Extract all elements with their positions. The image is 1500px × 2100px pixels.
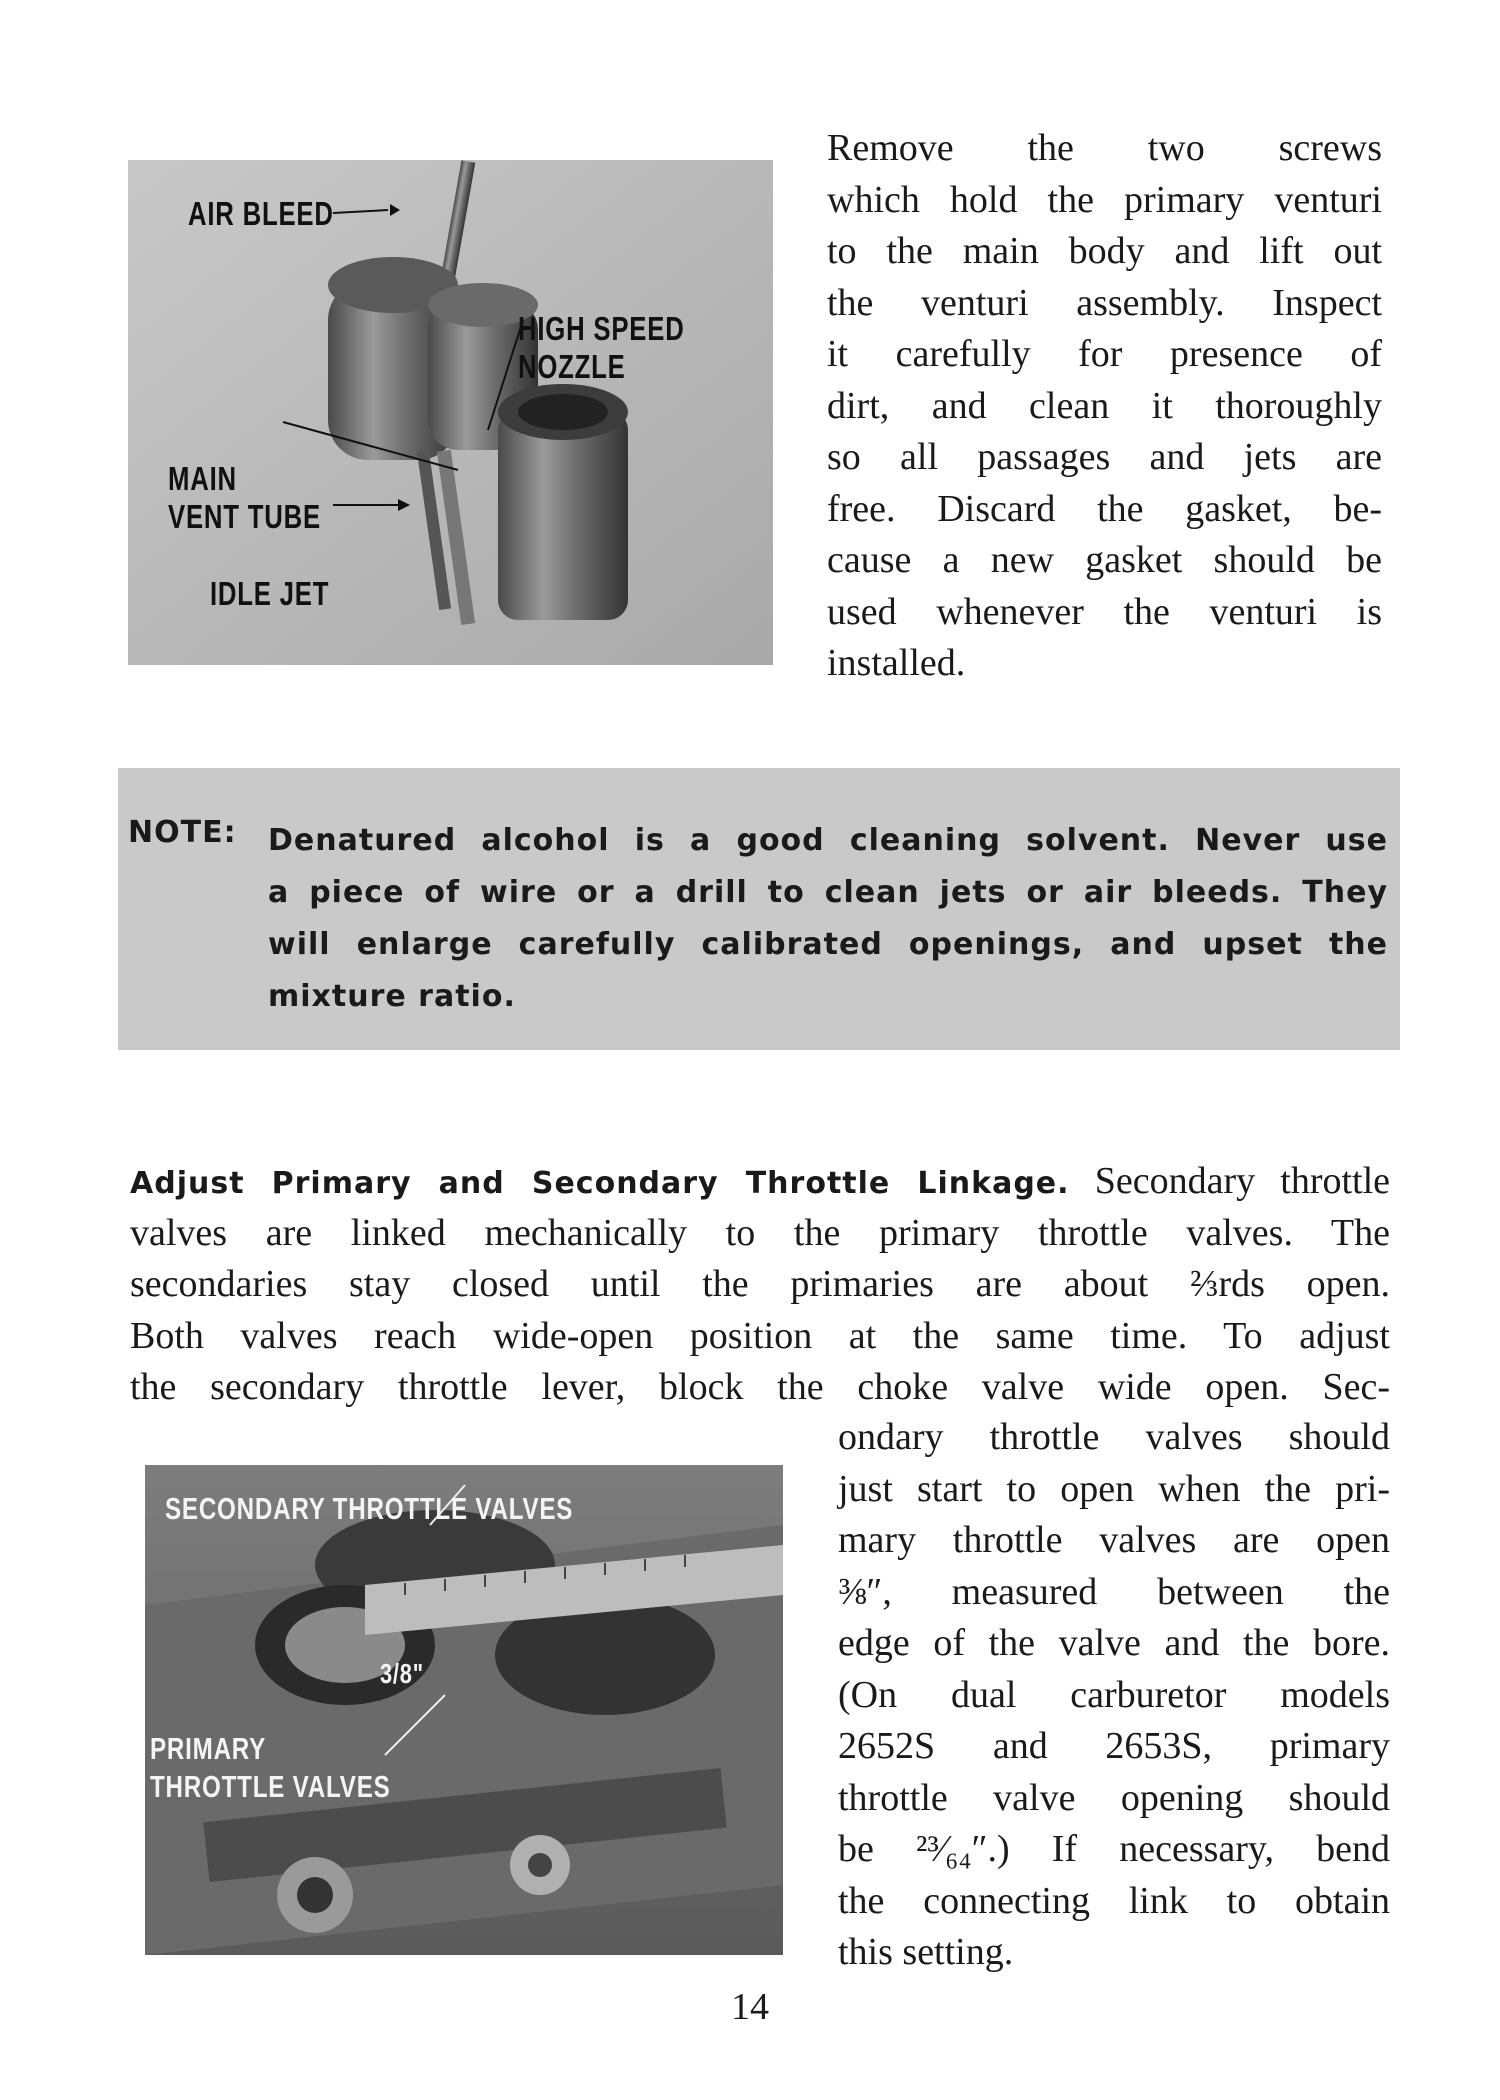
venturi-assembly-photo bbox=[128, 160, 773, 665]
text-line: this setting. bbox=[838, 1931, 1014, 1973]
text-line: ⅜″, measured between the bbox=[838, 1570, 1390, 1613]
venturi-removal-paragraph bbox=[827, 123, 1382, 690]
idle-jet-label: IDLE JET bbox=[210, 575, 330, 612]
text-line bbox=[130, 1156, 1390, 1208]
text-line: valves are linked mechanically to the primary throttle valves. The bbox=[130, 1211, 1390, 1254]
text-line: mary throttle valves are open bbox=[838, 1519, 1390, 1561]
text-line: the secondary throttle lever, block the choke valve wide open. Sec- bbox=[130, 1366, 1390, 1408]
text-line: throttle valve opening should bbox=[838, 1776, 1390, 1819]
section-heading: Adjust Primary and Secondary Throttle Linkage. bbox=[130, 1166, 1070, 1201]
text-line: used whenever the venturi is bbox=[827, 590, 1382, 633]
heading-line-rest: Secondary throttle bbox=[1094, 1160, 1391, 1202]
note-line: will enlarge carefully calibrated openings, and upset the bbox=[268, 927, 1388, 962]
page-number: 14 bbox=[731, 1986, 769, 2028]
high-speed-nozzle-label: HIGH SPEED NOZZLE bbox=[518, 310, 685, 385]
text-line: it carefully for presence of bbox=[827, 333, 1382, 375]
throttle-valves-illustration bbox=[145, 1465, 783, 1955]
text-line: be ²³⁄₆₄″.) If necessary, bend bbox=[838, 1828, 1390, 1870]
air-bleed-label: AIR BLEED bbox=[188, 195, 334, 232]
text-line: installed. bbox=[827, 642, 966, 684]
text-line: 2652S and 2653S, primary bbox=[838, 1725, 1390, 1767]
text-line: just start to open when the pri- bbox=[838, 1467, 1390, 1510]
throttle-valves-photo bbox=[145, 1465, 783, 1955]
throttle-linkage-paragraph bbox=[130, 1156, 1390, 1414]
note-line: mixture ratio. bbox=[268, 979, 516, 1014]
text-line: (On dual carburetor models bbox=[838, 1673, 1390, 1716]
primary-throttle-valves-label: PRIMARY THROTTLE VALVES bbox=[150, 1731, 391, 1804]
text-line: to the main body and lift out bbox=[827, 230, 1382, 272]
text-line: dirt, and clean it thoroughly bbox=[827, 384, 1382, 427]
three-eighths-label: 3/8" bbox=[380, 1658, 424, 1689]
text-line: ondary throttle valves should bbox=[838, 1416, 1390, 1458]
note-line: a piece of wire or a drill to clean jets or air bleeds. They bbox=[268, 875, 1388, 910]
secondary-throttle-valves-label: SECONDARY THROTTLE VALVES bbox=[165, 1491, 574, 1526]
text-line: the venturi assembly. Inspect bbox=[827, 281, 1382, 324]
text-line: the connecting link to obtain bbox=[838, 1879, 1390, 1922]
text-line: free. Discard the gasket, be- bbox=[827, 487, 1382, 530]
text-line: secondaries stay closed until the primaries are about ⅔rds open. bbox=[130, 1263, 1390, 1305]
note-line: Denatured alcohol is a good cleaning solvent. Never use bbox=[268, 823, 1388, 858]
note-label: NOTE: bbox=[128, 815, 237, 850]
note-box bbox=[118, 768, 1400, 1050]
text-line: which hold the primary venturi bbox=[827, 178, 1382, 221]
throttle-setting-paragraph bbox=[838, 1412, 1390, 1979]
note-text bbox=[268, 815, 1388, 1023]
main-vent-tube-label: MAIN VENT TUBE bbox=[168, 460, 321, 535]
text-line: so all passages and jets are bbox=[827, 436, 1382, 478]
text-line: Remove the two screws bbox=[827, 127, 1382, 169]
text-line: edge of the valve and the bore. bbox=[838, 1622, 1390, 1664]
text-line: Both valves reach wide-open position at the same time. To adjust bbox=[130, 1314, 1390, 1357]
text-line: cause a new gasket should be bbox=[827, 539, 1382, 581]
